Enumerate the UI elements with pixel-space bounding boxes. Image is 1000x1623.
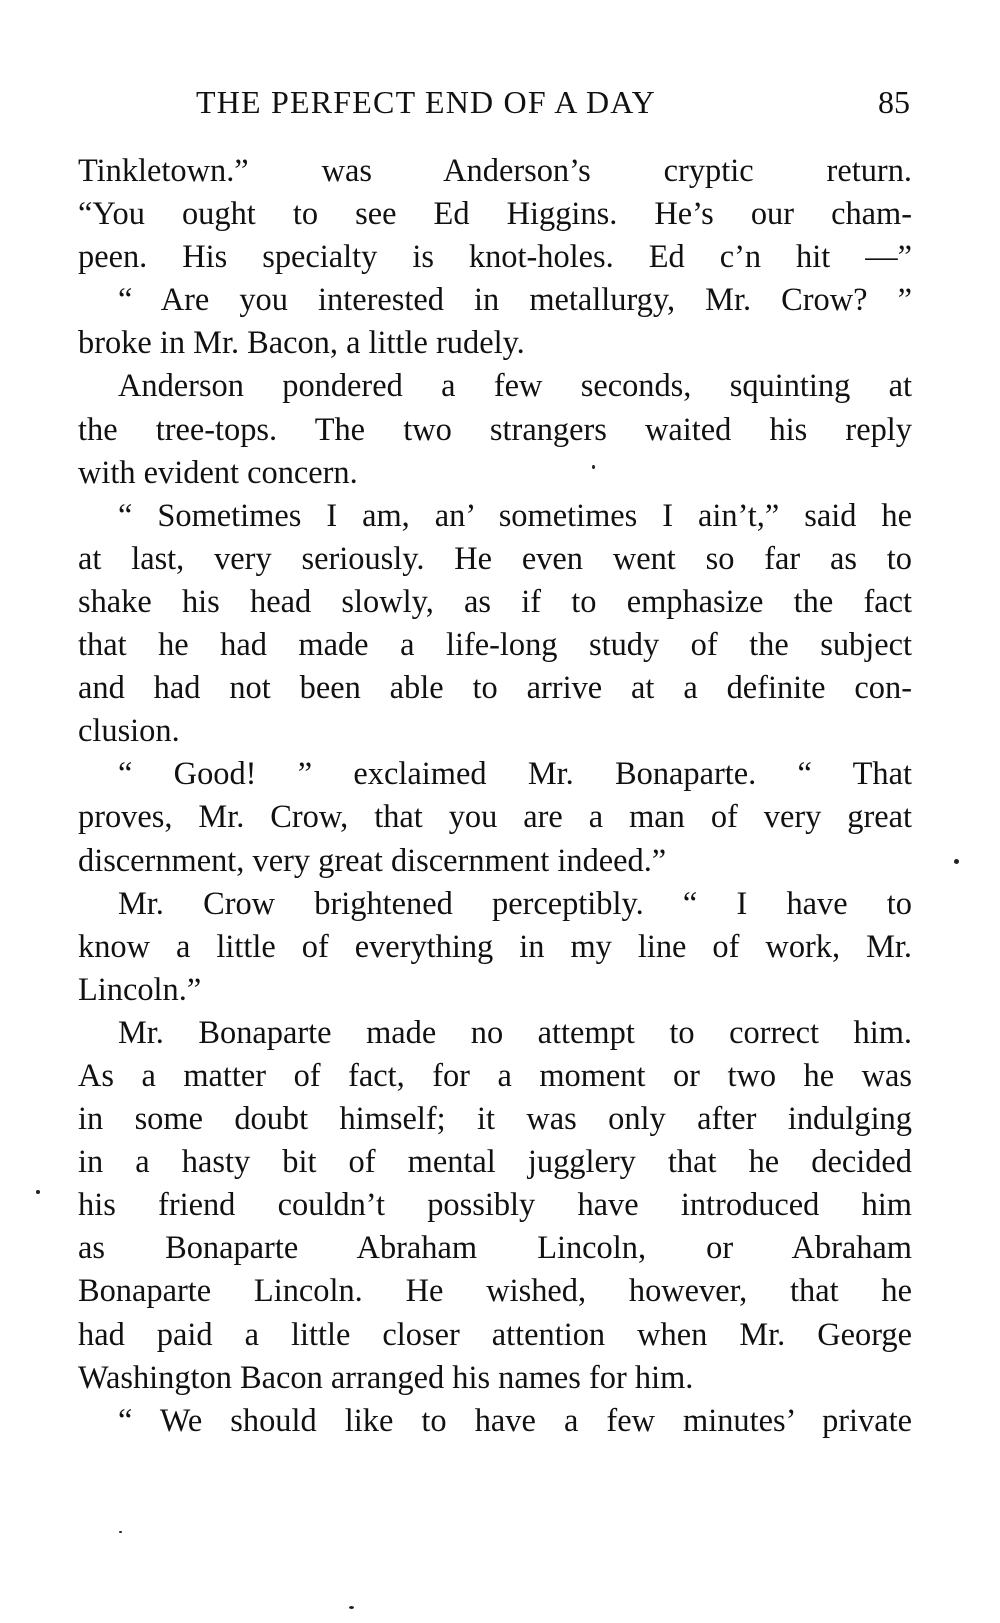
print-speck xyxy=(592,465,595,469)
text-line: “ Are you interested in metallurgy, Mr. Crow? ” xyxy=(118,282,912,319)
text-line: the tree-tops. The two strangers waited his reply xyxy=(78,411,912,448)
text-line: As a matter of fact, for a moment or two he was xyxy=(78,1057,912,1094)
text-line: as Bonaparte Abraham Lincoln, or Abraham xyxy=(78,1230,912,1267)
text-line: Bonaparte Lincoln. He wished, however, that he xyxy=(78,1273,912,1310)
page-number: 85 xyxy=(878,84,910,120)
text-line: at last, very seriously. He even went so far as to xyxy=(78,540,912,577)
body-text xyxy=(78,150,912,1443)
text-line: Anderson pondered a few seconds, squinting at xyxy=(118,368,912,405)
text-line: “ Sometimes I am, an’ sometimes I ain’t,” said he xyxy=(118,497,912,534)
text-line: “You ought to see Ed Higgins. He’s our cham- xyxy=(78,196,912,233)
text-line: his friend couldn’t possibly have introduced him xyxy=(78,1187,912,1224)
text-line: know a little of everything in my line of work, Mr. xyxy=(78,928,912,965)
print-speck xyxy=(349,1606,354,1609)
text-line: discernment, very great discernment indeed.” xyxy=(78,842,667,879)
text-line: had paid a little closer attention when Mr. George xyxy=(78,1316,912,1353)
text-line: Washington Bacon arranged his names for him. xyxy=(78,1359,694,1396)
text-line: broke in Mr. Bacon, a little rudely. xyxy=(78,325,525,362)
text-line: with evident concern. xyxy=(78,454,358,491)
text-line: shake his head slowly, as if to emphasize the fact xyxy=(78,583,912,620)
text-line: “ Good! ” exclaimed Mr. Bonaparte. “ That xyxy=(118,756,912,793)
print-speck xyxy=(119,1531,122,1533)
text-line: clusion. xyxy=(78,713,180,750)
text-line: in some doubt himself; it was only after indulging xyxy=(78,1101,912,1138)
text-line: and had not been able to arrive at a definite con- xyxy=(78,670,912,707)
print-speck xyxy=(36,1190,40,1194)
text-line: peen. His specialty is knot-holes. Ed c’n hit —” xyxy=(78,239,912,276)
text-line: proves, Mr. Crow, that you are a man of very great xyxy=(78,799,912,836)
text-line: in a hasty bit of mental jugglery that he decided xyxy=(78,1144,912,1181)
text-line: “ We should like to have a few minutes’ private xyxy=(118,1402,912,1439)
text-line: Mr. Bonaparte made no attempt to correct him. xyxy=(118,1014,912,1051)
text-line: that he had made a life-long study of the subject xyxy=(78,627,912,664)
text-line: Lincoln.” xyxy=(78,971,202,1008)
text-line: Tinkletown.” was Anderson’s cryptic return. xyxy=(78,153,912,189)
print-speck xyxy=(954,859,959,864)
running-head: THE PERFECT END OF A DAY xyxy=(196,84,656,120)
text-line: Mr. Crow brightened perceptibly. “ I have to xyxy=(118,885,912,922)
